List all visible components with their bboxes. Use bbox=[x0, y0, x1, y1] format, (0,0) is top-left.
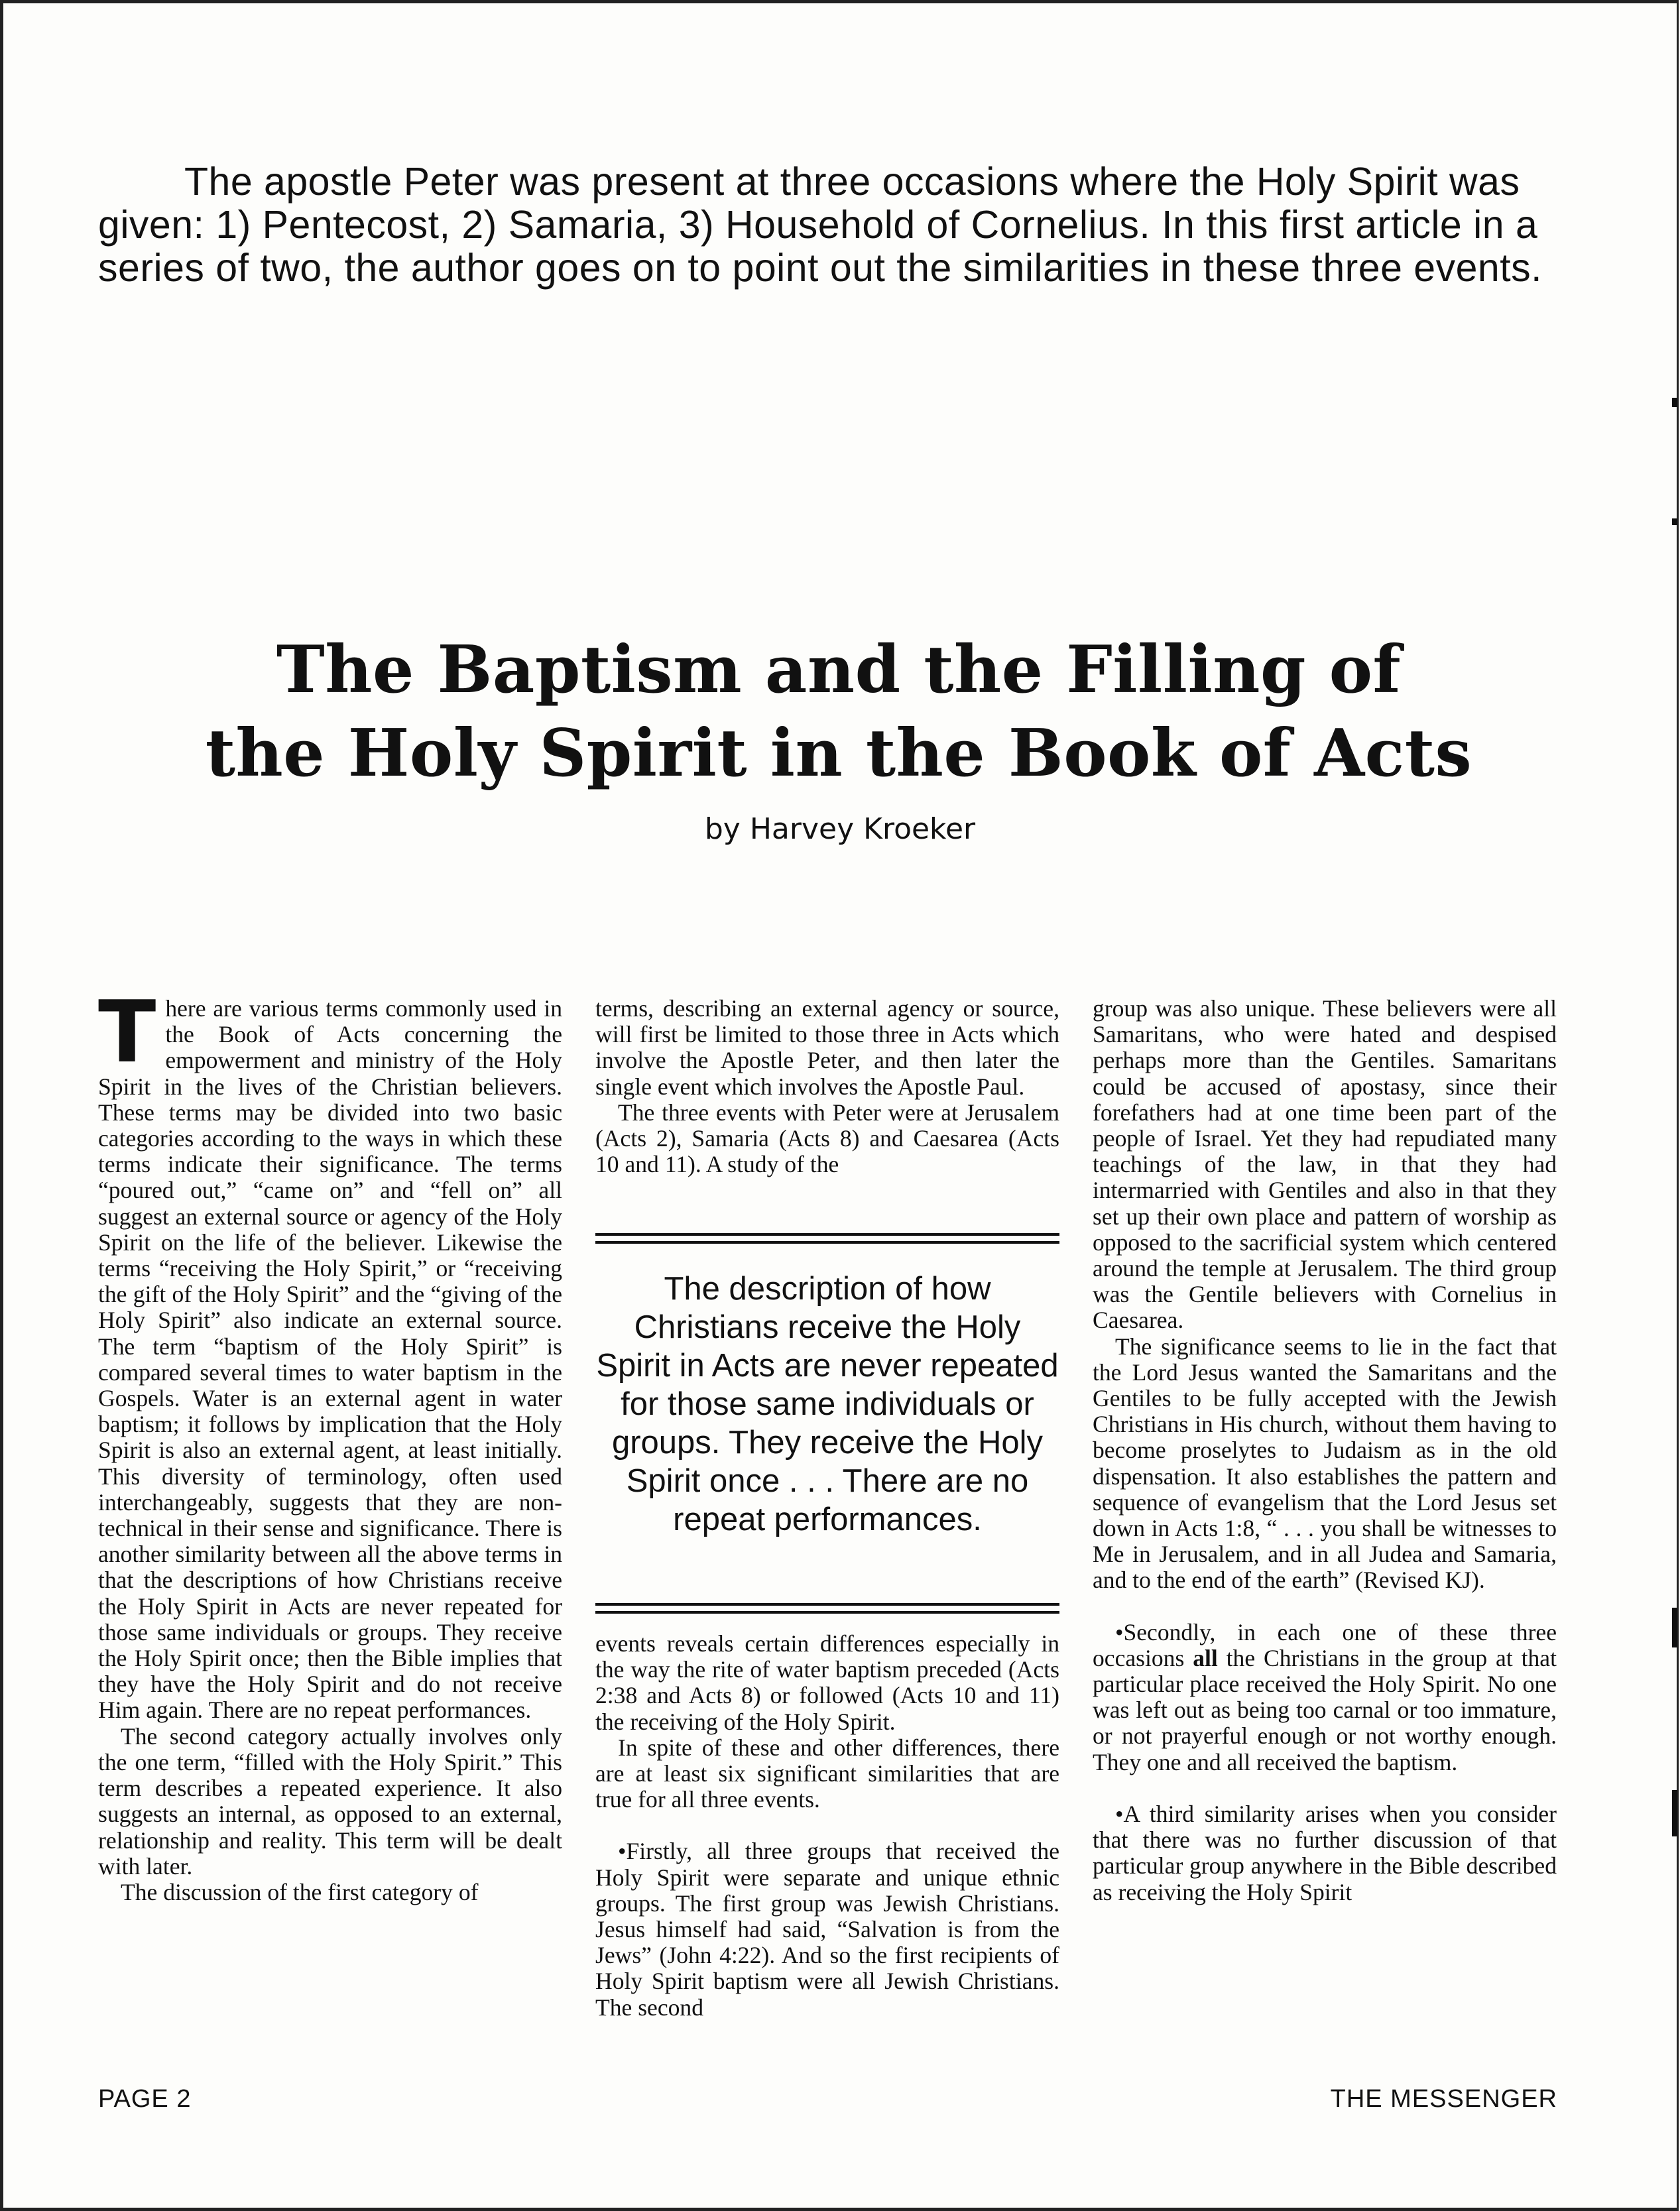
publication-name: THE MESSENGER bbox=[1330, 2085, 1557, 2113]
column-3-paragraph-text: •Secondly, in each one of these three occasions bbox=[1093, 1618, 1557, 1671]
column-3-paragraph bbox=[1093, 1620, 1557, 1775]
column-1-paragraph bbox=[98, 983, 562, 1724]
drop-cap: T bbox=[98, 983, 156, 1082]
column-2-paragraph: terms, describing an external agency or source, will first be limited to those three in Acts which involve the Apostle Peter, and then later the single event which involves the Apostle Paul. bbox=[595, 995, 1059, 1100]
column-2-paragraph: In spite of these and other differences, there are at least six significant similarities that are true for all three events. bbox=[595, 1734, 1059, 1813]
scan-edge-mark bbox=[1672, 518, 1677, 525]
pull-quote-text: The description of how Christians receive the Holy Spirit in Acts are never repeated for those same individuals or groups. They receive the Holy Spirit once . . . There are no repeat performances. bbox=[596, 1271, 1059, 1537]
column-2-paragraph: events reveals certain differences especially in the way the rite of water baptism preceded (Acts 2:38 and Acts 8) or followed (Acts 10 and 11) the receiving of the Holy Spirit. bbox=[595, 1630, 1059, 1735]
emphasis-all: all bbox=[1193, 1644, 1218, 1671]
article-title-line-1: The Baptism and the Filling of bbox=[276, 632, 1402, 708]
column-3-paragraph-text: the Christians in the group at that particular place received the Holy Spirit. No one was left out as being too carnal or too immature, or not prayerful enough or not worthy enough. They one and all received the baptism. bbox=[1093, 1644, 1557, 1775]
column-1-paragraph: The discussion of the first category of bbox=[121, 1878, 479, 1905]
column-1 bbox=[98, 983, 562, 1905]
pull-quote-bottom-rule bbox=[595, 1603, 1059, 1606]
column-3-paragraph: The significance seems to lie in the fact that the Lord Jesus wanted the Samaritans and the Gentiles to be fully accepted with the Jewish Christians in His church, without them having to become proselytes to Judaism as in the old dispensation. It also establishes the pattern and sequence of evangelism that the Lord Jesus set down in Acts 1:8, “ . . . you shall be witnesses to Me in Jerusalem, and in all Judea and Samaria, and to the end of the earth” (Revised KJ). bbox=[1093, 1333, 1557, 1594]
scan-edge-mark bbox=[1672, 1790, 1677, 1836]
column-2-paragraph: •Firstly, all three groups that received the Holy Spirit were separate and unique ethnic groups. The first group was Jewish Christians. Jesus himself had said, “Salvation is from the Jews” (John 4:22). And so the first recipients of Holy Spirit baptism were all Jewish Christians. The second bbox=[595, 1838, 1059, 2021]
column-3-paragraph: •A third similarity arises when you consider that there was no further discussion of that particular group anywhere in the Bible described as receiving the Holy Spirit bbox=[1093, 1800, 1557, 1905]
article-title-line-2: the Holy Spirit in the Book of Acts bbox=[205, 715, 1472, 792]
pull-quote-top-rule bbox=[595, 1233, 1059, 1236]
scan-edge-mark bbox=[1672, 1608, 1677, 1647]
column-1-paragraph-text: here are various terms commonly used in the Book of Acts concerning the empowerment and ministry of the Holy Spirit in the lives of the Christian believers. These terms may be divided into two basic categories according to the ways in which these terms indicate their significance. The terms “poured out,” “came on” and “fell on” all suggest an external source or agency of the Holy Spirit on the life of the believer. Likewise the terms “receiving the Holy Spirit,” or “receiving the gift of the Holy Spirit” and the “giving of the Holy Spirit” also indicate an external source. The term “baptism of the Holy Spirit” is compared several times to water baptism in the Gospels. Water is an external agent in water baptism; it follows by implication that the Holy Spirit is also an external agent, at least initially. This diversity of terminology, often used interchangeably, suggests that they are non-technical in their sense and significance. There is another similarity between all the above terms in that the descriptions of how Christians receive the Holy Spirit in Acts are never repeated for those same individuals or groups. They receive the Holy Spirit once; then the Bible implies that they have the Holy Spirit and do not receive Him again. There are no repeat performances. bbox=[98, 995, 562, 1724]
column-1-paragraph: The second category actually involves only the one term, “filled with the Holy Spirit.” This term describes a repeated experience. It also suggests an internal, as opposed to an external, relationship and reality. This term will be dealt with later. bbox=[98, 1722, 562, 1880]
article-title bbox=[133, 628, 1545, 796]
column-2-top bbox=[595, 996, 1059, 1177]
page-number: PAGE 2 bbox=[98, 2085, 192, 2113]
column-2-paragraph: The three events with Peter were at Jerusalem (Acts 2), Samaria (Acts 8) and Caesarea (Acts 10 and 11). A study of the bbox=[595, 1099, 1059, 1178]
intro-summary: The apostle Peter was present at three occasions where the Holy Spirit was given: 1) Pentecost, 2) Samaria, 3) Household of Cornelius. In this first article in a series of two, the author goes on to point out the similarities in these three events. bbox=[98, 160, 1543, 290]
pull-quote bbox=[595, 1233, 1059, 1624]
byline: by Harvey Kroeker bbox=[704, 812, 976, 846]
column-3-paragraph: group was also unique. These believers were all Samaritans, who were hated and despised perhaps more than the Gentiles. Samaritans could be accused of apostasy, since their forefathers had at one time been part of the people of Israel. Yet they had repudiated many teachings of the law, in that they had intermarried with Gentiles and also in that they set up their own place and pattern of worship as opposed to the sacrificial system which centered around the temple at Jerusalem. The third group was the Gentile believers with Cornelius in Caesarea. bbox=[1093, 995, 1557, 1334]
scan-edge-mark bbox=[1672, 398, 1677, 407]
column-3 bbox=[1093, 996, 1557, 1905]
column-2-bottom bbox=[595, 1631, 1059, 2021]
